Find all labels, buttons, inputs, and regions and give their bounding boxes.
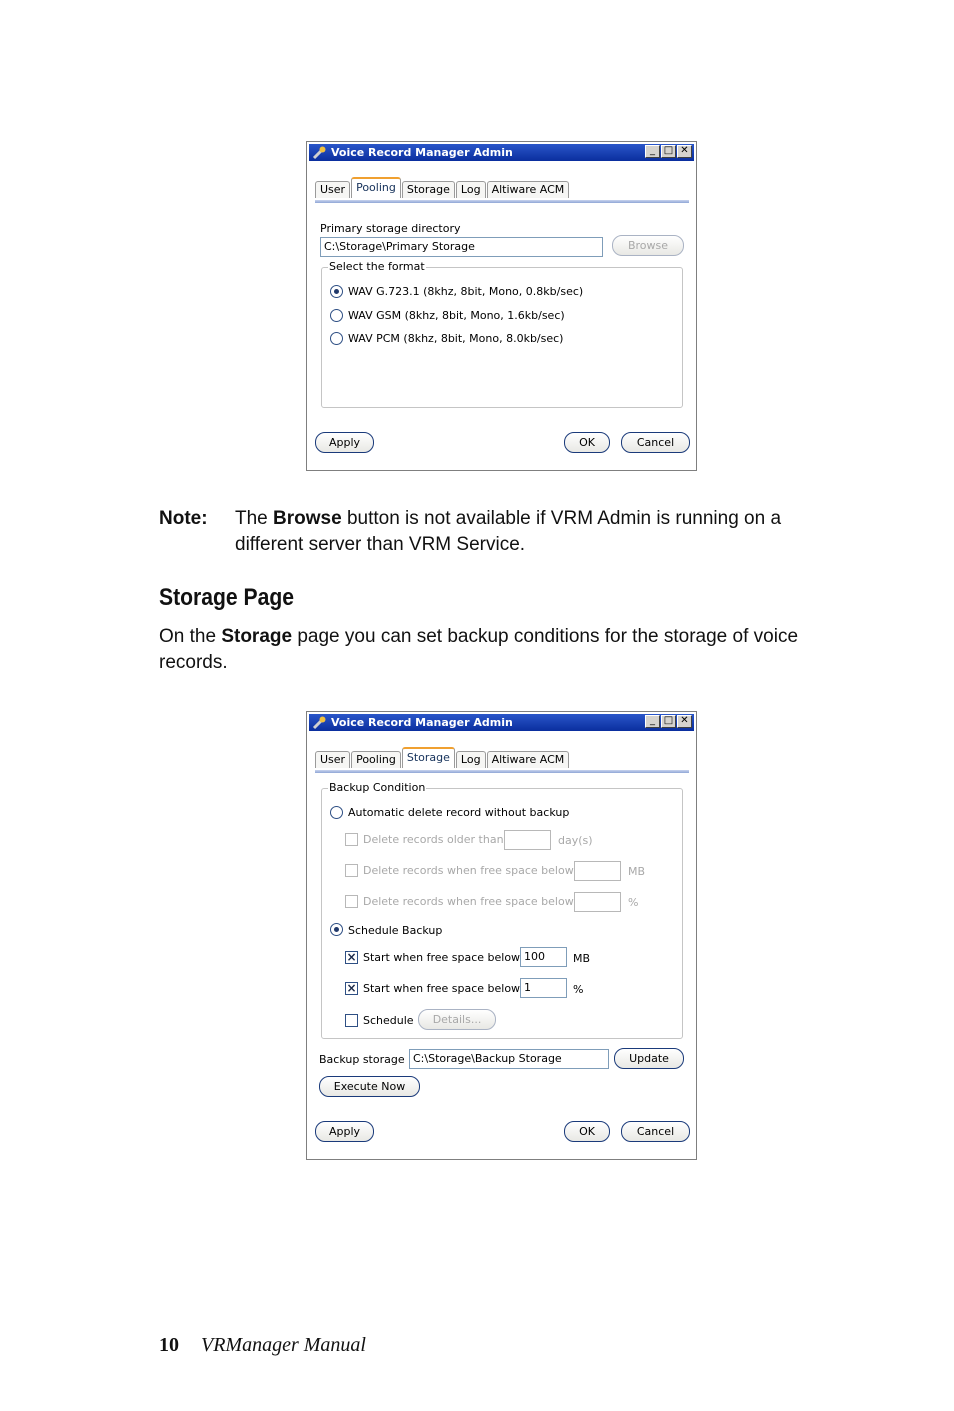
section-paragraph-line-2: records. — [159, 652, 228, 673]
close-icon[interactable]: ✕ — [677, 715, 692, 728]
apply-button[interactable]: Apply — [315, 432, 374, 453]
tab-storage[interactable]: Storage — [402, 747, 455, 768]
format-label-gsm: WAV GSM (8khz, 8bit, Mono, 1.6kb/sec) — [348, 309, 565, 322]
cancel-button[interactable]: Cancel — [621, 1121, 690, 1142]
execute-now-button[interactable]: Execute Now — [319, 1076, 420, 1097]
maximize-icon[interactable]: □ — [661, 715, 676, 728]
start-mb-input[interactable]: 100 — [520, 947, 567, 967]
format-radio-g723[interactable] — [330, 285, 343, 298]
tab-pooling[interactable]: Pooling — [351, 751, 401, 768]
schedule-label: Schedule — [363, 1014, 414, 1027]
manual-title: VRManager Manual — [201, 1334, 366, 1356]
format-label-g723: WAV G.723.1 (8khz, 8bit, Mono, 0.8kb/sec) — [348, 285, 584, 298]
wrench-icon — [312, 145, 327, 160]
ok-button[interactable]: OK — [564, 1121, 610, 1142]
pooling-dialog — [306, 141, 697, 471]
delete-space-mb-label: Delete records when free space below — [363, 864, 574, 877]
start-mb-unit: MB — [573, 952, 591, 965]
start-pct-input[interactable]: 1 — [520, 978, 567, 998]
section-paragraph-line-1: On the Storage page you can set backup conditions for the storage of voice — [159, 626, 799, 647]
delete-older-checkbox[interactable] — [345, 833, 358, 846]
start-pct-checkbox[interactable]: × — [346, 981, 357, 995]
start-mb-checkbox[interactable]: × — [346, 950, 357, 964]
tab-underline — [315, 200, 689, 203]
primary-storage-input[interactable]: C:\Storage\Primary Storage — [320, 237, 603, 257]
backup-storage-input[interactable]: C:\Storage\Backup Storage — [409, 1049, 609, 1069]
details-button[interactable]: Details... — [418, 1009, 496, 1030]
close-icon[interactable]: ✕ — [677, 145, 692, 158]
tab-log[interactable]: Log — [456, 181, 486, 198]
note-text — [235, 506, 875, 558]
format-radio-gsm[interactable] — [330, 309, 343, 322]
note-label: Note: — [159, 508, 208, 529]
note-line-2: different server than VRM Service. — [235, 534, 526, 555]
tab-storage[interactable]: Storage — [402, 181, 455, 198]
minimize-icon[interactable]: _ — [645, 715, 660, 728]
tab-user[interactable]: User — [315, 751, 350, 768]
apply-button[interactable]: Apply — [315, 1121, 374, 1142]
tab-altiware-acm[interactable]: Altiware ACM — [487, 751, 570, 768]
format-label-pcm: WAV PCM (8khz, 8bit, Mono, 8.0kb/sec) — [348, 332, 564, 345]
start-pct-unit: % — [573, 983, 584, 996]
start-mb-label: Start when free space below — [363, 951, 521, 964]
delete-space-pct-checkbox[interactable] — [345, 895, 358, 908]
backup-storage-label: Backup storage — [319, 1053, 405, 1066]
tab-user[interactable]: User — [315, 181, 350, 198]
cancel-button[interactable]: Cancel — [621, 432, 690, 453]
format-group-label: Select the format — [329, 260, 425, 273]
delete-older-input[interactable] — [504, 830, 551, 850]
window-title: Voice Record Manager Admin — [331, 716, 513, 729]
page-number: 10 — [159, 1334, 179, 1356]
wrench-icon — [312, 715, 327, 730]
schedule-backup-radio[interactable] — [330, 923, 343, 936]
tab-strip — [315, 180, 570, 198]
section-bold: Storage — [221, 626, 293, 647]
delete-older-label: Delete records older than — [363, 833, 504, 846]
minimize-icon[interactable]: _ — [645, 145, 660, 158]
section-heading: Storage Page — [159, 584, 294, 611]
auto-delete-radio[interactable] — [330, 806, 343, 819]
window-title: Voice Record Manager Admin — [331, 146, 513, 159]
delete-older-unit: day(s) — [558, 834, 593, 847]
format-radio-pcm[interactable] — [330, 332, 343, 345]
maximize-icon[interactable]: □ — [661, 145, 676, 158]
browse-button[interactable]: Browse — [612, 235, 684, 256]
schedule-backup-label: Schedule Backup — [348, 924, 443, 937]
delete-space-mb-checkbox[interactable] — [345, 864, 358, 877]
title-bar — [309, 144, 694, 161]
auto-delete-label: Automatic delete record without backup — [348, 806, 570, 819]
delete-space-mb-input[interactable] — [574, 861, 621, 881]
backup-condition-group — [321, 781, 683, 1039]
note-line-1: The Browse button is not available if VRM Admin is running on a — [235, 508, 782, 529]
backup-condition-label: Backup Condition — [329, 781, 426, 794]
tab-altiware-acm[interactable]: Altiware ACM — [487, 181, 570, 198]
note-bold: Browse — [273, 508, 342, 529]
tab-log[interactable]: Log — [456, 751, 486, 768]
title-bar — [309, 714, 694, 731]
tab-strip — [315, 750, 570, 768]
ok-button[interactable]: OK — [564, 432, 610, 453]
start-pct-label: Start when free space below — [363, 982, 521, 995]
primary-storage-label: Primary storage directory — [320, 222, 461, 235]
storage-dialog — [306, 711, 697, 1160]
delete-space-mb-unit: MB — [628, 865, 646, 878]
tab-underline — [315, 770, 689, 773]
schedule-checkbox[interactable] — [345, 1014, 358, 1027]
delete-space-pct-input[interactable] — [574, 892, 621, 912]
update-button[interactable]: Update — [614, 1048, 684, 1069]
delete-space-pct-unit: % — [628, 896, 639, 909]
tab-pooling[interactable]: Pooling — [351, 177, 401, 198]
section-paragraph — [159, 624, 879, 676]
delete-space-pct-label: Delete records when free space below — [363, 895, 574, 908]
